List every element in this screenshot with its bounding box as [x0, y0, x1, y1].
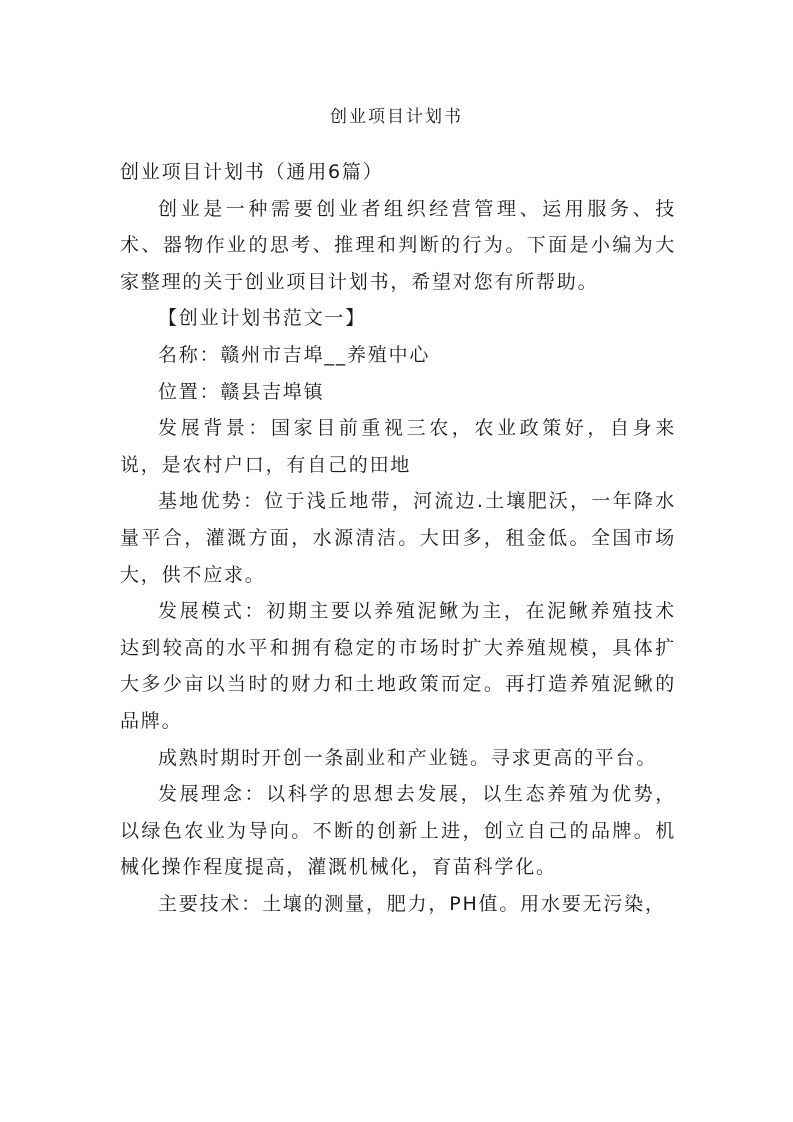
paragraph-section-heading: 【创业计划书范文一】 — [158, 307, 367, 330]
paragraph-location: 位置：赣县吉埠镇 — [158, 380, 325, 403]
paragraph-philosophy: 发展理念：以科学的思想去发展，以生态养殖为优势，以绿色农业为导向。不断的创新上进，创立自己的品牌。机械化操作程度提高，灌溉机械化，育苗科学化。 — [120, 783, 676, 879]
paragraph-background: 发展背景：国家目前重视三农，农业政策好，自身来说，是农村户口，有自己的田地 — [120, 417, 676, 476]
paragraph-advantage: 基地优势：位于浅丘地带，河流边.土壤肥沃，一年降水量平合，灌溉方面，水源清洁。大田多，租金低。全国市场大，供不应求。 — [120, 490, 676, 586]
paragraph-mature-stage: 成熟时期时开创一条副业和产业链。寻求更高的平台。 — [158, 746, 658, 769]
paragraph-intro: 创业是一种需要创业者组织经营管理、运用服务、技术、器物作业的思考、推理和判断的行为。下面是小编为大家整理的关于创业项目计划书，希望对您有所帮助。 — [120, 197, 676, 293]
paragraph-name: 名称：赣州市吉埠__养殖中心 — [158, 343, 431, 366]
document-body — [120, 154, 676, 922]
paragraph-subtitle: 创业项目计划书（通用6篇） — [120, 161, 384, 183]
paragraph-technology: 主要技术：土壤的测量，肥力，PH值。用水要无污染， — [158, 892, 666, 915]
document-title: 创业项目计划书 — [330, 107, 463, 127]
paragraph-model: 发展模式：初期主要以养殖泥鳅为主，在泥鳅养殖技术达到较高的水平和拥有稳定的市场时扩大养殖规模，具体扩大多少亩以当时的财力和土地政策而定。再打造养殖泥鳅的品牌。 — [120, 600, 676, 732]
